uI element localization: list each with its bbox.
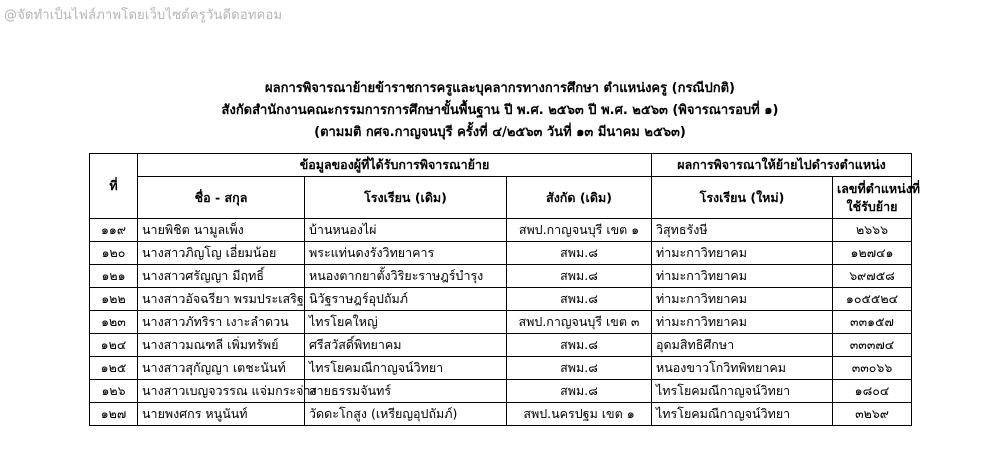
cell-affiliation-old: สพม.๘ [507, 334, 652, 357]
cell-school-old: พระแท่นดงรังวิทยาคาร [305, 242, 507, 265]
title-line-1: ผลการพิจารณาย้ายข้าราชการครูและบุคลากรทางการศึกษา ตำแหน่งครู (กรณีปกติ) [265, 81, 735, 96]
header-school-new: โรงเรียน (ใหม่) [652, 177, 833, 219]
transfer-results-table [89, 153, 921, 426]
table-row [90, 357, 912, 380]
cell-position-no: ๓๓๓๗๔ [833, 334, 912, 357]
title-line-2: สังกัดสำนักงานคณะกรรมการการศึกษาขั้นพื้นฐาน ปี พ.ศ. ๒๕๖๓ ปี พ.ศ. ๒๕๖๓ (พิจารณารอบที่ ๑) [221, 103, 779, 118]
cell-affiliation-old: สพป.กาญจนบุรี เขต ๑ [507, 219, 652, 242]
header-position-no [833, 177, 921, 219]
cell-affiliation-old: สพม.๘ [507, 380, 652, 403]
cell-name: นางสาวสุกัญญา เตชะนันท์ [138, 357, 305, 380]
cell-no: ๑๑๙ [90, 219, 138, 242]
header-school-old: โรงเรียน (เดิม) [305, 177, 507, 219]
cell-no: ๑๒๗ [90, 403, 138, 426]
cell-name: นางสาวภิญโญ เอี่ยมน้อย [138, 242, 305, 265]
header-group-applicant: ข้อมูลของผู้ที่ได้รับการพิจารณาย้าย [138, 154, 652, 177]
table-row [90, 403, 912, 426]
cell-school-old: บ้านหนองไผ่ [305, 219, 507, 242]
cell-no: ๑๒๒ [90, 288, 138, 311]
cell-position-no: ๑๐๕๕๒๔ [833, 288, 912, 311]
header-position-no-line1: เลขที่ตำแหน่งที่ [837, 180, 921, 196]
cell-position-no: ๑๒๗๔๑ [833, 242, 912, 265]
header-name: ชื่อ - สกุล [138, 177, 305, 219]
cell-affiliation-old: สพป.นครปฐม เขต ๑ [507, 403, 652, 426]
cell-school-old: ไทรโยคมณีกาญจน์วิทยา [305, 357, 507, 380]
cell-no: ๑๒๐ [90, 242, 138, 265]
cell-name: นายพงศกร หนูนันท์ [138, 403, 305, 426]
cell-name: นายพิชิต นามูลเพ็ง [138, 219, 305, 242]
cell-school-new: ไทรโยคมณีกาญจน์วิทยา [652, 380, 833, 403]
cell-school-new: ท่ามะกาวิทยาคม [652, 265, 833, 288]
cell-position-no: ๓๒๖๙ [833, 403, 912, 426]
cell-affiliation-old: สพม.๘ [507, 265, 652, 288]
cell-no: ๑๒๕ [90, 357, 138, 380]
cell-position-no: ๓๓๑๕๗ [833, 311, 912, 334]
table-row [90, 265, 912, 288]
cell-position-no: ๖๙๗๕๘ [833, 265, 912, 288]
cell-affiliation-old: สพม.๘ [507, 242, 652, 265]
cell-school-new: ท่ามะกาวิทยาคม [652, 242, 833, 265]
cell-name: นางสาวอัจฉรียา พรมประเสริฐ [138, 288, 305, 311]
cell-name: นางสาวมณฑลี เพิ่มทรัพย์ [138, 334, 305, 357]
table-row [90, 334, 912, 357]
cell-name: นางสาวศรัญญา มีฤทธิ์ [138, 265, 305, 288]
cell-affiliation-old: สพม.๘ [507, 357, 652, 380]
table-row [90, 380, 912, 403]
header-affiliation-old: สังกัด (เดิม) [507, 177, 652, 219]
cell-school-old: วัดดะโกสูง (เหรียญอุปถัมภ์) [305, 403, 507, 426]
cell-no: ๑๒๑ [90, 265, 138, 288]
cell-school-new: วิสุทธรังษี [652, 219, 833, 242]
table-body [90, 219, 912, 426]
cell-school-old: นิวัฐราษฎร์อุปถัมภ์ [305, 288, 507, 311]
cell-affiliation-old: สพม.๘ [507, 288, 652, 311]
cell-school-old: ศรีสวัสดิ์พิทยาคม [305, 334, 507, 357]
cell-position-no: ๓๓๐๖๖ [833, 357, 912, 380]
cell-name: นางสาวภัทริรา เงาะลำดวน [138, 311, 305, 334]
cell-name: นางสาวเบญจวรรณ แจ่มกระจ่าง [138, 380, 305, 403]
header-no: ที่ [90, 154, 138, 219]
table-row [90, 311, 912, 334]
cell-school-old: สายธรรมจันทร์ [305, 380, 507, 403]
table-row [90, 288, 912, 311]
cell-school-new: ไทรโยคมณีกาญจน์วิทยา [652, 403, 833, 426]
cell-school-new: ท่ามะกาวิทยาคม [652, 311, 833, 334]
cell-school-new: ท่ามะกาวิทยาคม [652, 288, 833, 311]
cell-school-new: อุดมสิทธิศึกษา [652, 334, 833, 357]
cell-position-no: ๑๘๐๔ [833, 380, 912, 403]
cell-affiliation-old: สพป.กาญจนบุรี เขต ๓ [507, 311, 652, 334]
header-position-no-line2: ใช้รับย้าย [846, 198, 898, 214]
title-line-3: (ตามมติ กศจ.กาญจนบุรี ครั้งที่ ๔/๒๕๖๓ วันที่ ๑๓ มีนาคม ๒๕๖๓) [314, 125, 686, 140]
cell-school-old: หนองตากยาตั้งวิริยะราษฎร์บำรุง [305, 265, 507, 288]
header-group-result: ผลการพิจารณาให้ย้ายไปดำรงตำแหน่ง [652, 154, 912, 177]
cell-position-no: ๒๖๖๖ [833, 219, 912, 242]
document-title [0, 78, 1000, 144]
cell-school-new: หนองขาวโกวิทพิทยาคม [652, 357, 833, 380]
watermark: @จัดทำเป็นไฟล์ภาพโดยเว็บไซต์ครูวันดีดอทคอม [4, 8, 283, 23]
cell-no: ๑๒๖ [90, 380, 138, 403]
table-row [90, 242, 912, 265]
cell-school-old: ไทรโยคใหญ่ [305, 311, 507, 334]
cell-no: ๑๒๓ [90, 311, 138, 334]
cell-no: ๑๒๔ [90, 334, 138, 357]
table-row [90, 219, 912, 242]
